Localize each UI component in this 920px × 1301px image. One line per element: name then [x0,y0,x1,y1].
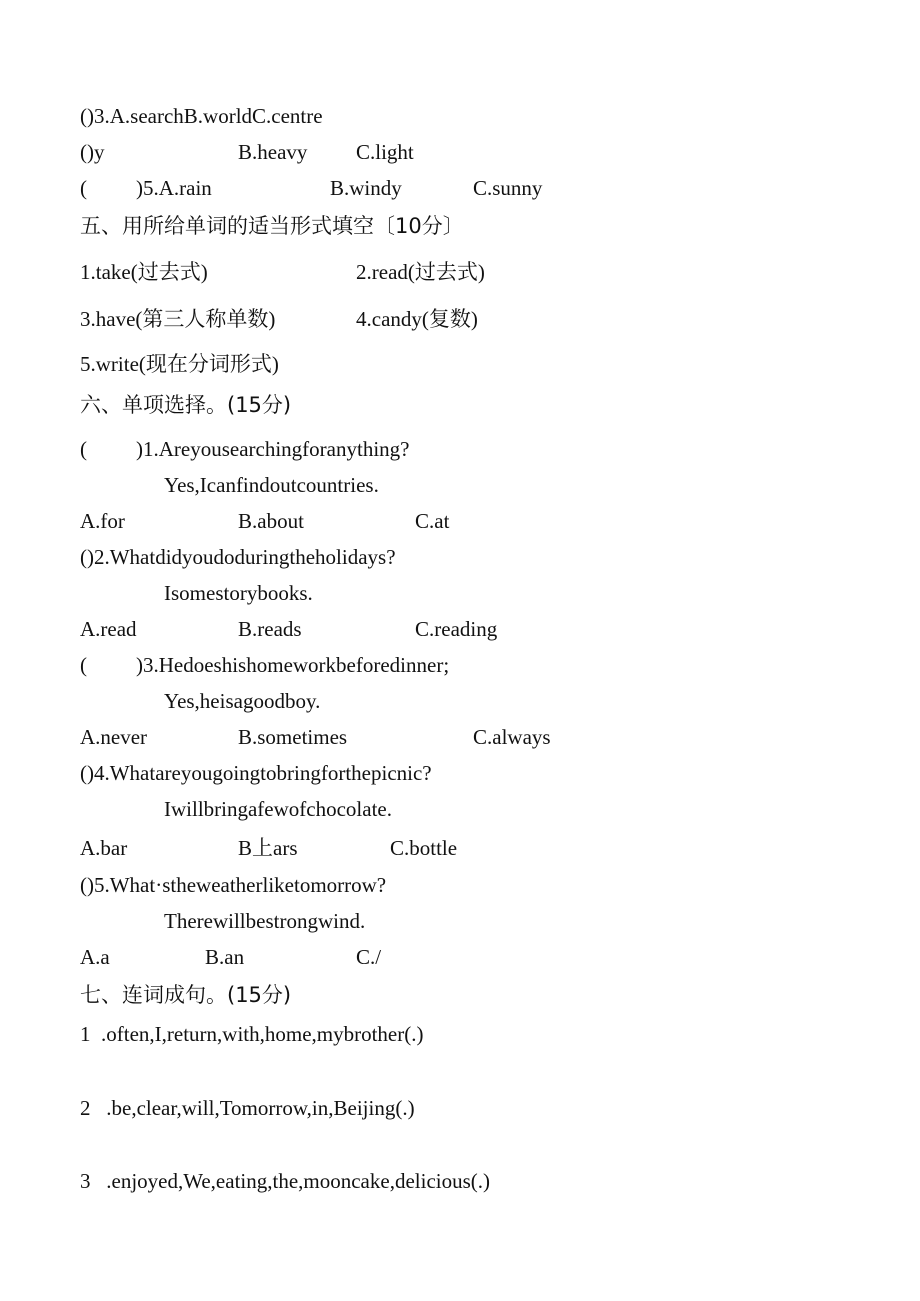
question-6-1-answer: Yes,Icanfindoutcountries. [164,473,379,497]
question-6-2-answer: Isomestorybooks. [164,581,313,605]
question-6-1: )1.Areyousearchingforanything? [136,437,410,461]
question-4-4-blank: ()y [80,140,105,164]
question-6-5-answer: Therewillbestrongwind. [164,909,366,933]
question-4-5-option-c: C.sunny [473,176,543,200]
question-6-5-option-c: C./ [356,945,382,969]
question-6-3-paren: ( [80,653,87,677]
section-7-sentence-1: 1 .often,I,return,with,home,mybrother(.) [80,1022,424,1046]
question-6-5: ()5.What·stheweatherliketomorrow? [80,873,387,897]
question-4-5-option-b: B.windy [330,176,402,200]
section-5-item-2: 2.read(过去式) [356,260,485,284]
section-5-item-5: 5.write(现在分词形式) [80,352,279,376]
question-6-3-option-c: C.always [473,725,551,749]
question-4-4-option-b: B.heavy [238,140,308,164]
question-6-2-option-a: A.read [80,617,137,641]
section-7-title: 七、连词成句。(15分) [80,983,292,1007]
question-4-5-option-a: )5.A.rain [136,176,212,200]
question-6-1-option-c: C.at [415,509,450,533]
question-6-4-option-a: A.bar [80,836,128,860]
section-7-sentence-2: 2 .be,clear,will,Tomorrow,in,Beijing(.) [80,1096,415,1120]
section-7-sentence-3: 3 .enjoyed,We,eating,the,mooncake,delicious(.) [80,1169,491,1193]
question-6-3-option-b: B.sometimes [238,725,348,749]
section-5-item-4: 4.candy(复数) [356,307,478,331]
section-5-title: 五、用所给单词的适当形式填空〔10分〕 [80,214,464,238]
question-6-2-option-c: C.reading [415,617,498,641]
question-4-4-option-c: C.light [356,140,414,164]
section-6-title: 六、单项选择。(15分) [80,393,292,417]
question-6-2-option-b: B.reads [238,617,302,641]
question-6-4: ()4.Whatareyougoingtobringforthepicnic? [80,761,432,785]
question-6-5-option-b: B.an [205,945,245,969]
question-6-5-option-a: A.a [80,945,110,969]
question-6-4-answer: Iwillbringafewofchocolate. [164,797,392,821]
question-4-5-paren: ( [80,176,87,200]
question-6-1-paren: ( [80,437,87,461]
question-6-3: )3.Hedoeshishomeworkbeforedinner; [136,653,450,677]
question-6-1-option-a: A.for [80,509,125,533]
question-6-1-option-b: B.about [238,509,304,533]
question-6-4-option-b: B上ars [238,836,298,860]
question-6-2: ()2.Whatdidyoudoduringtheholidays? [80,545,396,569]
question-6-4-option-c: C.bottle [390,836,458,860]
question-4-3: ()3.A.searchB.worldC.centre [80,104,323,128]
question-6-3-answer: Yes,heisagoodboy. [164,689,321,713]
question-6-3-option-a: A.never [80,725,148,749]
section-5-item-3: 3.have(第三人称单数) [80,307,276,331]
section-5-item-1: 1.take(过去式) [80,260,208,284]
